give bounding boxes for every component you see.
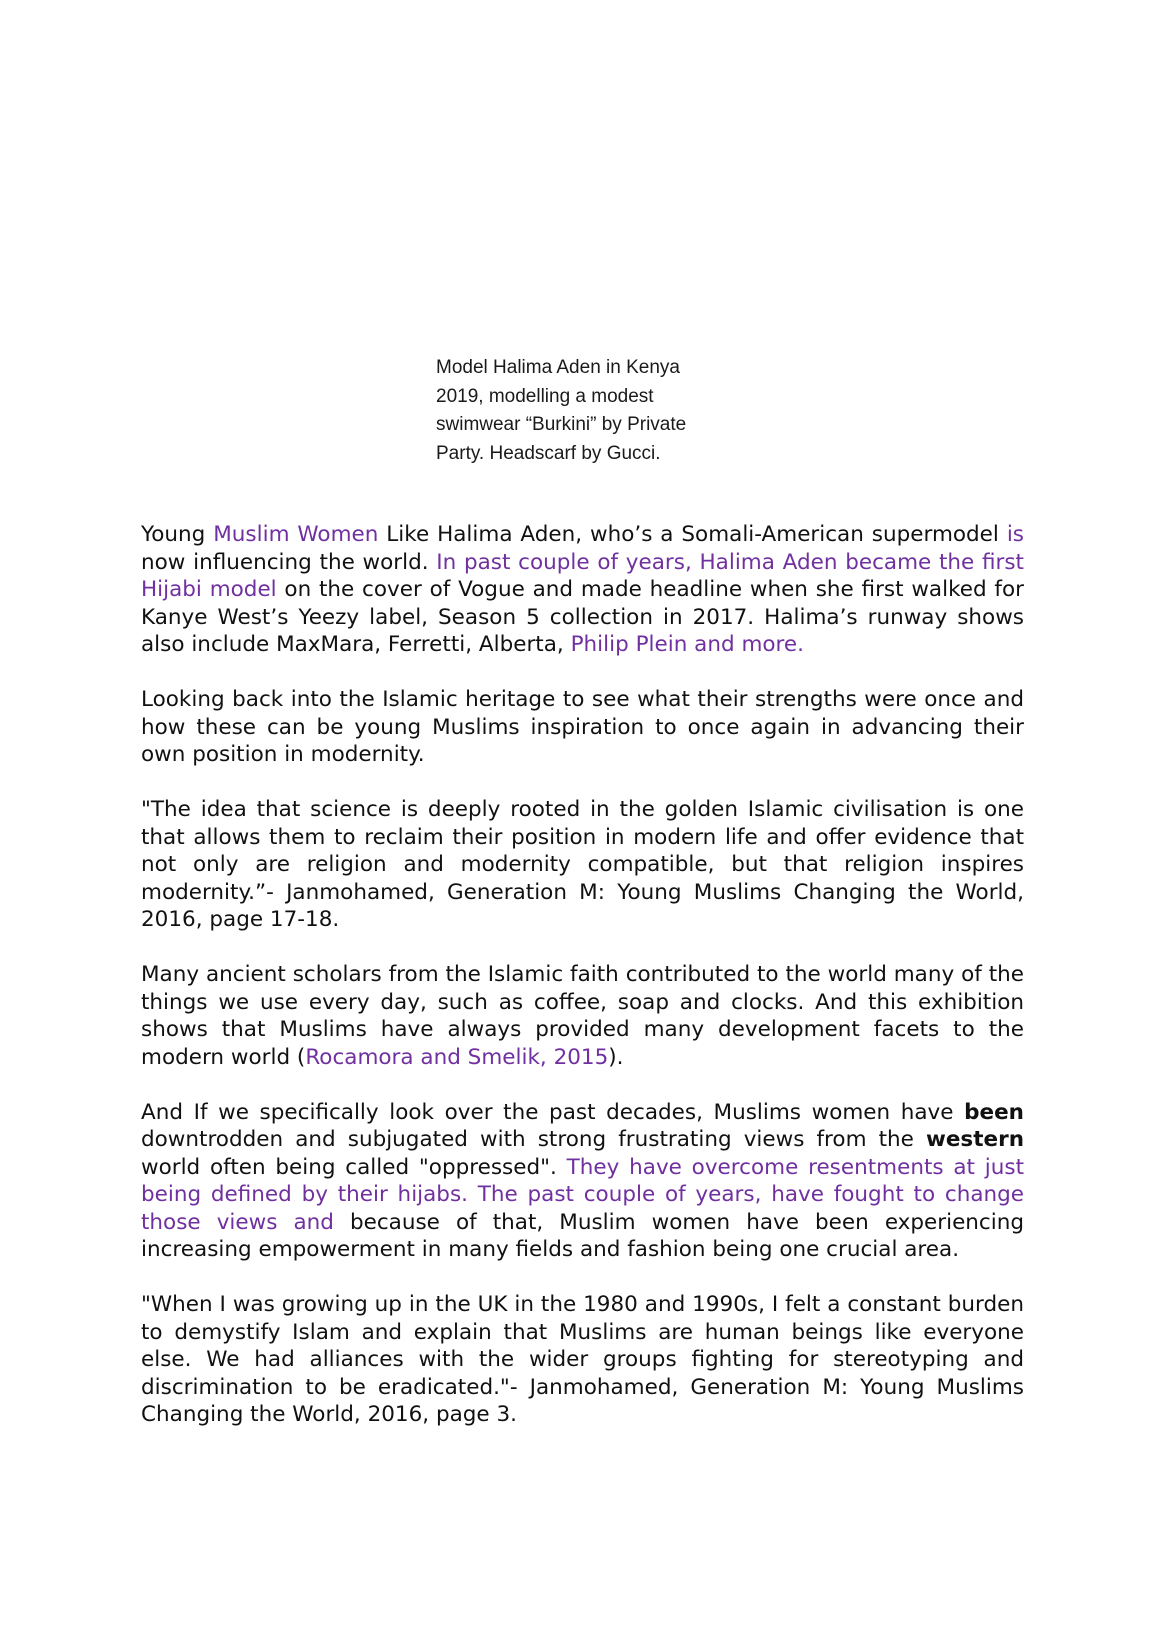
paragraph-science-quote — [141, 796, 1024, 934]
caption-line: 2019, modelling a modest — [436, 385, 654, 407]
highlighted-text: is — [1006, 522, 1024, 547]
text-run: because of that, Muslim women have been experiencing increasing empowerment in many fields and fashion being one crucial area. — [141, 1209, 1024, 1262]
paragraph-ancient-scholars — [141, 961, 1024, 1071]
text-run: on the cover of Vogue and made headline when she first walked for Kanye West’s Yeezy label, Season 5 collection in 2017. Halima’s runway shows also include MaxMara, Ferretti, Alberta, — [141, 577, 1024, 657]
text-run: "The idea that science is deeply rooted in the golden Islamic civilisation is one that allows them to reclaim their position in modern life and offer evidence that not only are religion and modernity compatible, but that religion inspires modernity.”- Janmohamed, Generation M: Young Muslims Changing the World, 2016, page 17-18. — [141, 797, 1024, 932]
text-run: And If we specifically look over the past decades, Muslims women have — [141, 1099, 965, 1125]
paragraph-uk-quote — [141, 1291, 1024, 1429]
text-run: ). — [608, 1044, 624, 1070]
text-run: now influencing the world. — [141, 549, 437, 575]
text-run: Many ancient scholars from the Islamic faith contributed to the world many of the things we use every day, such as coffee, soap and clocks. And this exhibition shows that Muslims have always provided many development facets to the modern world ( — [141, 962, 1024, 1070]
highlighted-text: In past couple of years, Halima Aden became the first Hijabi model — [141, 549, 1024, 602]
text-run: Young — [141, 522, 214, 547]
caption-line: Party. Headscarf by Gucci. — [436, 442, 661, 464]
caption-line: Model Halima Aden in Kenya — [436, 357, 680, 378]
caption-line: swimwear “Burkini” by Private — [436, 414, 687, 435]
text-run: downtrodden and subjugated with strong frustrating views from the — [141, 1127, 926, 1152]
text-run: Like Halima Aden, who’s a Somali-American supermodel — [378, 522, 1007, 547]
text-run: Looking back into the Islamic heritage to see what their strengths were once and how these can be young Muslims inspiration to once again in advancing their own position in modernity. — [141, 687, 1024, 767]
bold-text: been — [964, 1099, 1024, 1125]
text-run: "When I was growing up in the UK in the 1980 and 1990s, I felt a constant burden to demystify Islam and explain that Muslims are human beings like everyone else. We had alliances with the wider groups fighting for stereotyping and discrimination to be eradicated."- Janmohamed, Generation M: Young Muslims Changing the World, 2016, page 3. — [141, 1292, 1024, 1427]
highlighted-text: Muslim Women — [213, 522, 379, 547]
highlighted-text: Philip Plein and more. — [570, 632, 804, 657]
body-text — [141, 521, 1024, 1456]
paragraph-islamic-heritage — [141, 686, 1024, 769]
paragraph-past-decades — [141, 1099, 1024, 1264]
text-run: world often being called "oppressed". — [141, 1154, 567, 1180]
bold-text: western — [925, 1127, 1024, 1152]
paragraph-halima-aden — [141, 521, 1024, 659]
highlighted-text: They have overcome resentments at just being defined by their hijabs. The past couple of years, have fought to change those views and — [141, 1154, 1024, 1235]
citation-link: Rocamora and Smelik, 2015 — [305, 1044, 609, 1070]
image-caption — [436, 354, 736, 466]
